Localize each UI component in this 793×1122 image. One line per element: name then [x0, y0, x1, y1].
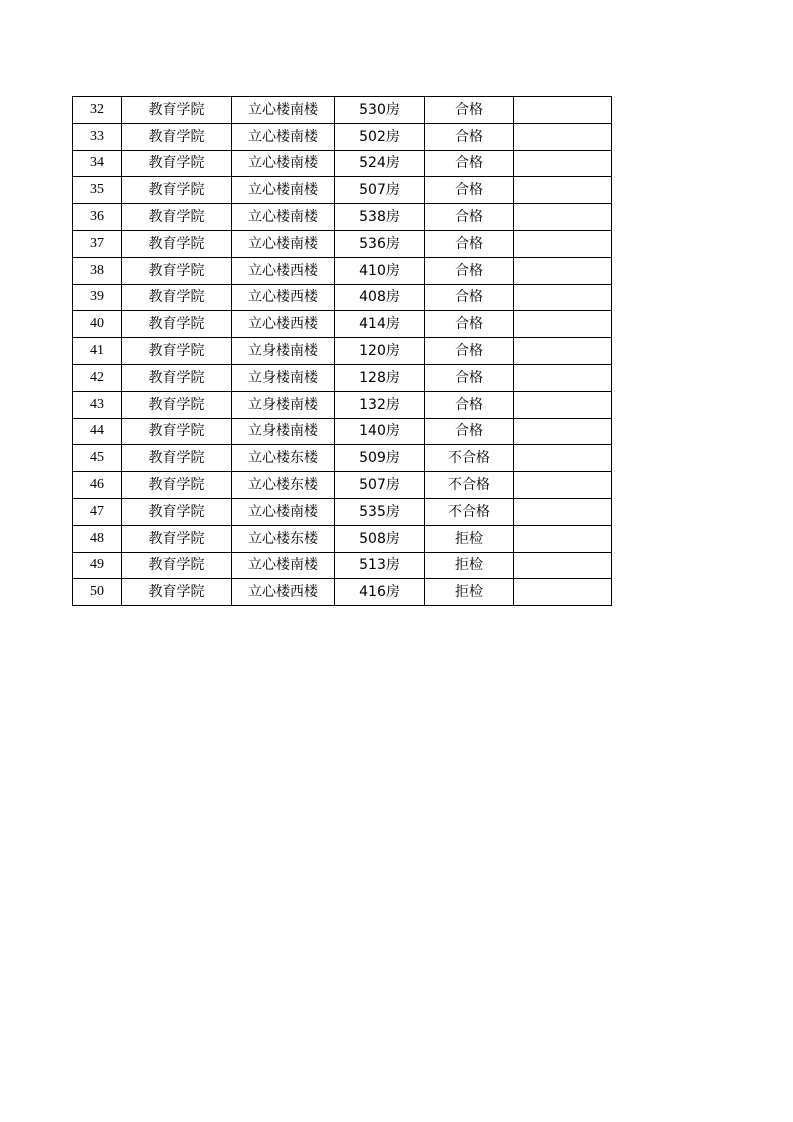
row-number-cell: 40: [73, 311, 122, 338]
room-cell: 509房: [335, 445, 425, 472]
table-row: [73, 552, 612, 579]
note-cell: [514, 525, 612, 552]
college-cell: 教育学院: [122, 391, 232, 418]
table-row: [73, 230, 612, 257]
building-cell: 立心楼东楼: [232, 525, 335, 552]
room-cell: 524房: [335, 150, 425, 177]
row-number-cell: 47: [73, 498, 122, 525]
table-row: [73, 364, 612, 391]
inspection-table: [72, 96, 612, 606]
row-number-cell: 48: [73, 525, 122, 552]
table-row: [73, 177, 612, 204]
row-number-cell: 37: [73, 230, 122, 257]
row-number-cell: 39: [73, 284, 122, 311]
building-cell: 立身楼南楼: [232, 391, 335, 418]
building-cell: 立心楼东楼: [232, 472, 335, 499]
building-cell: 立心楼南楼: [232, 204, 335, 231]
result-cell: 合格: [425, 177, 514, 204]
row-number-cell: 35: [73, 177, 122, 204]
note-cell: [514, 284, 612, 311]
row-number-cell: 44: [73, 418, 122, 445]
building-cell: 立心楼南楼: [232, 123, 335, 150]
building-cell: 立身楼南楼: [232, 364, 335, 391]
table-row: [73, 97, 612, 124]
note-cell: [514, 230, 612, 257]
result-cell: 合格: [425, 311, 514, 338]
row-number-cell: 50: [73, 579, 122, 606]
table-row: [73, 472, 612, 499]
room-cell: 416房: [335, 579, 425, 606]
room-cell: 508房: [335, 525, 425, 552]
note-cell: [514, 552, 612, 579]
note-cell: [514, 257, 612, 284]
college-cell: 教育学院: [122, 418, 232, 445]
result-cell: 合格: [425, 150, 514, 177]
result-cell: 拒检: [425, 525, 514, 552]
college-cell: 教育学院: [122, 257, 232, 284]
table-row: [73, 257, 612, 284]
note-cell: [514, 204, 612, 231]
room-cell: 408房: [335, 284, 425, 311]
result-cell: 拒检: [425, 552, 514, 579]
result-cell: 合格: [425, 97, 514, 124]
result-cell: 合格: [425, 418, 514, 445]
result-cell: 合格: [425, 230, 514, 257]
note-cell: [514, 445, 612, 472]
note-cell: [514, 418, 612, 445]
table-row: [73, 498, 612, 525]
college-cell: 教育学院: [122, 204, 232, 231]
result-cell: 不合格: [425, 472, 514, 499]
note-cell: [514, 498, 612, 525]
result-cell: 合格: [425, 338, 514, 365]
note-cell: [514, 97, 612, 124]
building-cell: 立心楼南楼: [232, 230, 335, 257]
college-cell: 教育学院: [122, 230, 232, 257]
building-cell: 立心楼南楼: [232, 552, 335, 579]
building-cell: 立心楼西楼: [232, 579, 335, 606]
row-number-cell: 42: [73, 364, 122, 391]
room-cell: 410房: [335, 257, 425, 284]
building-cell: 立心楼西楼: [232, 257, 335, 284]
building-cell: 立心楼南楼: [232, 150, 335, 177]
college-cell: 教育学院: [122, 498, 232, 525]
room-cell: 140房: [335, 418, 425, 445]
room-cell: 120房: [335, 338, 425, 365]
room-cell: 132房: [335, 391, 425, 418]
note-cell: [514, 391, 612, 418]
college-cell: 教育学院: [122, 445, 232, 472]
table-row: [73, 579, 612, 606]
building-cell: 立心楼东楼: [232, 445, 335, 472]
table-row: [73, 525, 612, 552]
note-cell: [514, 150, 612, 177]
table-row: [73, 418, 612, 445]
college-cell: 教育学院: [122, 177, 232, 204]
row-number-cell: 36: [73, 204, 122, 231]
result-cell: 合格: [425, 364, 514, 391]
college-cell: 教育学院: [122, 552, 232, 579]
row-number-cell: 43: [73, 391, 122, 418]
row-number-cell: 33: [73, 123, 122, 150]
room-cell: 513房: [335, 552, 425, 579]
college-cell: 教育学院: [122, 150, 232, 177]
college-cell: 教育学院: [122, 472, 232, 499]
building-cell: 立心楼西楼: [232, 311, 335, 338]
row-number-cell: 34: [73, 150, 122, 177]
table-row: [73, 150, 612, 177]
building-cell: 立心楼南楼: [232, 498, 335, 525]
note-cell: [514, 338, 612, 365]
room-cell: 535房: [335, 498, 425, 525]
room-cell: 507房: [335, 472, 425, 499]
table-row: [73, 123, 612, 150]
room-cell: 538房: [335, 204, 425, 231]
result-cell: 不合格: [425, 498, 514, 525]
college-cell: 教育学院: [122, 123, 232, 150]
row-number-cell: 46: [73, 472, 122, 499]
room-cell: 414房: [335, 311, 425, 338]
building-cell: 立心楼西楼: [232, 284, 335, 311]
result-cell: 合格: [425, 284, 514, 311]
table-row: [73, 391, 612, 418]
row-number-cell: 41: [73, 338, 122, 365]
note-cell: [514, 472, 612, 499]
result-cell: 合格: [425, 123, 514, 150]
row-number-cell: 49: [73, 552, 122, 579]
building-cell: 立心楼南楼: [232, 177, 335, 204]
result-cell: 不合格: [425, 445, 514, 472]
building-cell: 立身楼南楼: [232, 418, 335, 445]
result-cell: 合格: [425, 257, 514, 284]
college-cell: 教育学院: [122, 338, 232, 365]
row-number-cell: 45: [73, 445, 122, 472]
table-row: [73, 311, 612, 338]
row-number-cell: 32: [73, 97, 122, 124]
note-cell: [514, 364, 612, 391]
table-body: [73, 97, 612, 606]
result-cell: 合格: [425, 204, 514, 231]
row-number-cell: 38: [73, 257, 122, 284]
room-cell: 502房: [335, 123, 425, 150]
college-cell: 教育学院: [122, 364, 232, 391]
building-cell: 立身楼南楼: [232, 338, 335, 365]
building-cell: 立心楼南楼: [232, 97, 335, 124]
result-cell: 合格: [425, 391, 514, 418]
table-row: [73, 284, 612, 311]
college-cell: 教育学院: [122, 579, 232, 606]
room-cell: 530房: [335, 97, 425, 124]
table-row: [73, 445, 612, 472]
college-cell: 教育学院: [122, 525, 232, 552]
note-cell: [514, 311, 612, 338]
table-row: [73, 338, 612, 365]
room-cell: 536房: [335, 230, 425, 257]
room-cell: 507房: [335, 177, 425, 204]
college-cell: 教育学院: [122, 284, 232, 311]
result-cell: 拒检: [425, 579, 514, 606]
note-cell: [514, 123, 612, 150]
room-cell: 128房: [335, 364, 425, 391]
note-cell: [514, 579, 612, 606]
college-cell: 教育学院: [122, 97, 232, 124]
college-cell: 教育学院: [122, 311, 232, 338]
note-cell: [514, 177, 612, 204]
table-row: [73, 204, 612, 231]
